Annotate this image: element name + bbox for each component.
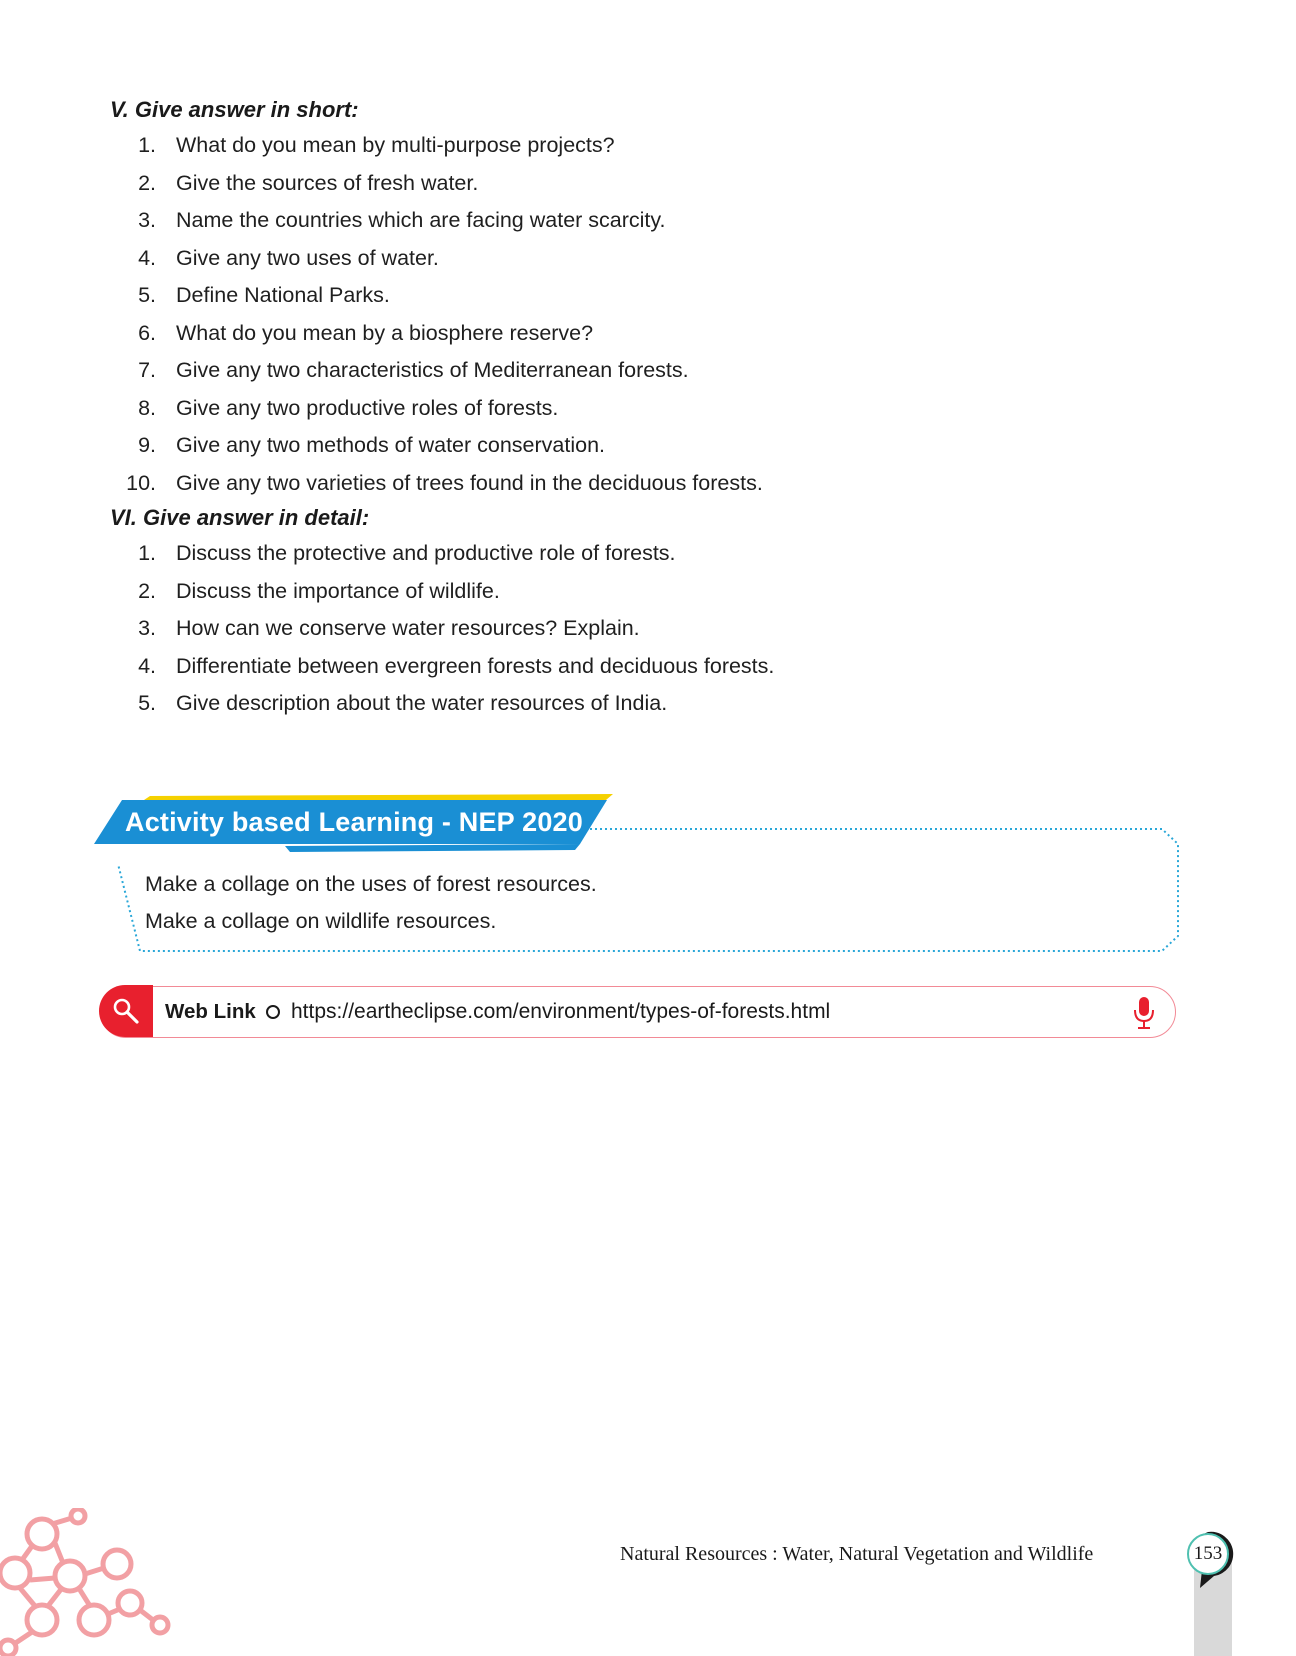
item-number: 3. bbox=[138, 616, 156, 640]
activity-box bbox=[90, 786, 1190, 966]
web-link-bar[interactable] bbox=[100, 986, 1176, 1038]
page-number: 153 bbox=[1193, 1543, 1223, 1564]
list-item: Make a collage on the uses of forest resources. bbox=[145, 872, 597, 896]
microphone-icon[interactable] bbox=[1133, 996, 1155, 1030]
item-text: Give any two methods of water conservation. bbox=[176, 433, 606, 457]
search-button[interactable] bbox=[99, 985, 153, 1037]
item-number: 2. bbox=[138, 578, 156, 603]
activity-list bbox=[145, 866, 597, 940]
item-text: Give any two varieties of trees found in the deciduous forests. bbox=[176, 470, 763, 495]
item-number: 10. bbox=[126, 470, 156, 495]
item-text: What do you mean by multi-purpose projects? bbox=[176, 133, 615, 157]
item-number: 2. bbox=[138, 170, 156, 195]
activity-title: Activity based Learning - NEP 2020 bbox=[125, 807, 583, 837]
item-number: 9. bbox=[138, 433, 156, 457]
bullet-icon bbox=[266, 1005, 280, 1019]
item-text: Give any two uses of water. bbox=[176, 245, 439, 270]
item-number: 4. bbox=[138, 653, 156, 678]
section-heading-detail-answers: VI. Give answer in detail: bbox=[110, 505, 370, 530]
item-number: 5. bbox=[138, 691, 156, 715]
item-number: 4. bbox=[138, 245, 156, 270]
item-number: 3. bbox=[138, 208, 156, 232]
item-text: How can we conserve water resources? Explain. bbox=[176, 616, 640, 640]
web-link-url[interactable]: https://eartheclipse.com/environment/types-of-forests.html bbox=[291, 1000, 831, 1023]
item-text: Define National Parks. bbox=[176, 283, 390, 307]
item-text: Name the countries which are facing water scarcity. bbox=[176, 208, 666, 232]
item-number: 1. bbox=[138, 541, 156, 565]
decorative-bubbles bbox=[0, 1508, 175, 1656]
item-number: 8. bbox=[138, 395, 156, 420]
list-item: Make a collage on wildlife resources. bbox=[145, 909, 497, 933]
section-heading-short-answers: V. Give answer in short: bbox=[110, 97, 359, 122]
item-number: 6. bbox=[138, 320, 156, 345]
search-icon bbox=[112, 997, 140, 1025]
item-number: 5. bbox=[138, 283, 156, 307]
item-text: Discuss the protective and productive role of forests. bbox=[176, 541, 676, 565]
item-text: Differentiate between evergreen forests and deciduous forests. bbox=[176, 653, 775, 678]
item-number: 1. bbox=[138, 133, 156, 157]
item-number: 7. bbox=[138, 358, 156, 382]
item-text: Give any two productive roles of forests. bbox=[176, 395, 559, 420]
item-text: Discuss the importance of wildlife. bbox=[176, 578, 500, 603]
item-text: Give the sources of fresh water. bbox=[176, 170, 479, 195]
item-text: Give description about the water resources of India. bbox=[176, 691, 668, 715]
item-text: Give any two characteristics of Mediterranean forests. bbox=[176, 358, 689, 382]
item-text: What do you mean by a biosphere reserve? bbox=[176, 320, 594, 345]
footer-chapter-title: Natural Resources : Water, Natural Vegetation and Wildlife bbox=[620, 1543, 1094, 1565]
web-link-label: Web Link bbox=[165, 1000, 256, 1023]
